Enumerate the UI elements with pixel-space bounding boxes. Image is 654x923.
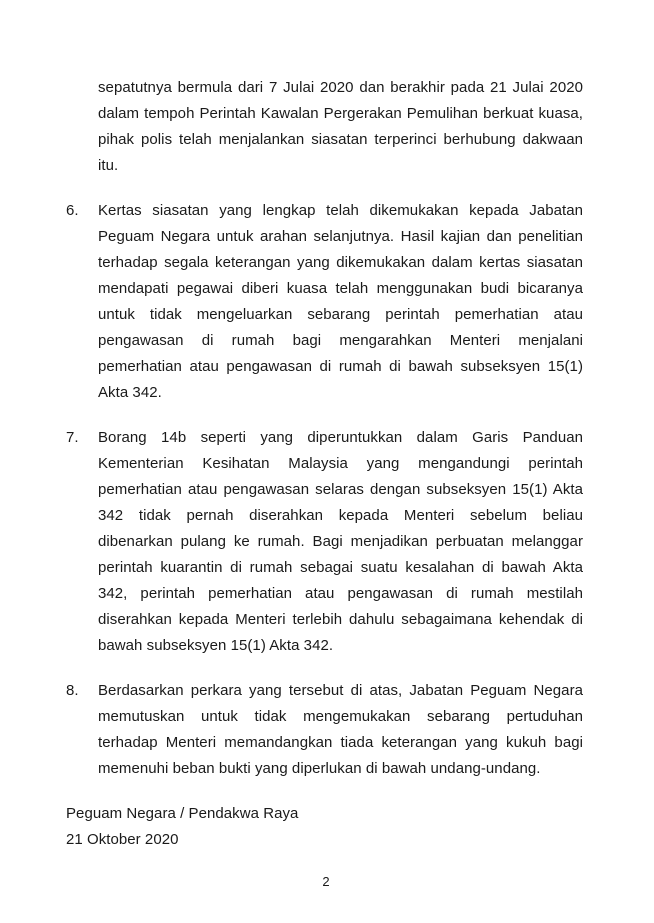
paragraph-line: dibenarkan pulang ke rumah. Bagi menjadikan perbuatan melanggar [98,533,583,550]
paragraph-line: memutuskan untuk tidak mengemukakan sebarang pertuduhan [98,708,583,725]
paragraph-number: 6. [66,202,79,219]
paragraph-line: 342 tidak pernah diserahkan kepada Menteri sebelum beliau [98,507,583,524]
paragraph-line: terhadap segala keterangan yang dikemukakan dalam kertas siasatan [98,254,583,271]
continuation-line: dalam tempoh Perintah Kawalan Pergerakan Pemulihan berkuat kuasa, [98,105,583,122]
document-date: 21 Oktober 2020 [66,831,179,848]
paragraph-line: untuk tidak mengeluarkan sebarang perintah pemerhatian atau [98,306,583,323]
paragraph-line: memenuhi beban bukti yang diperlukan di bawah undang-undang. [98,760,541,777]
paragraph-number: 7. [66,429,79,446]
paragraph-line: pemerhatian atau pengawasan selaras dengan subseksyen 15(1) Akta [98,481,583,498]
paragraph-line: terhadap Menteri memandangkan tiada keterangan yang kukuh bagi [98,734,583,751]
paragraph-line: diserahkan kepada Menteri terlebih dahulu sebagaimana kehendak di [98,611,583,628]
continuation-line: sepatutnya bermula dari 7 Julai 2020 dan berakhir pada 21 Julai 2020 [98,79,583,96]
paragraph-line: Peguam Negara untuk arahan selanjutnya. Hasil kajian dan penelitian [98,228,583,245]
paragraph-line: Berdasarkan perkara yang tersebut di atas, Jabatan Peguam Negara [98,682,583,699]
paragraph-line: Akta 342. [98,384,162,401]
paragraph-line: 342, perintah pemerhatian atau pengawasan di rumah mestilah [98,585,583,602]
page-number: 2 [322,874,330,889]
paragraph-line: pengawasan di rumah bagi mengarahkan Menteri menjalani [98,332,583,349]
paragraph-line: Kementerian Kesihatan Malaysia yang mengandungi perintah [98,455,583,472]
paragraph-line: bawah subseksyen 15(1) Akta 342. [98,637,334,654]
paragraph-line: perintah kuarantin di rumah sebagai suatu kesalahan di bawah Akta [98,559,583,576]
paragraph-line: mendapati pegawai diberi kuasa telah menggunakan budi bicaranya [98,280,583,297]
paragraph-line: pemerhatian atau pengawasan di rumah di bawah subseksyen 15(1) [98,358,583,375]
paragraph-line: Borang 14b seperti yang diperuntukkan dalam Garis Panduan [98,429,583,446]
signatory-title: Peguam Negara / Pendakwa Raya [66,805,299,822]
paragraph-line: Kertas siasatan yang lengkap telah dikemukakan kepada Jabatan [98,202,583,219]
continuation-line: itu. [98,157,119,174]
continuation-line: pihak polis telah menjalankan siasatan terperinci berhubung dakwaan [98,131,583,148]
paragraph-number: 8. [66,682,79,699]
